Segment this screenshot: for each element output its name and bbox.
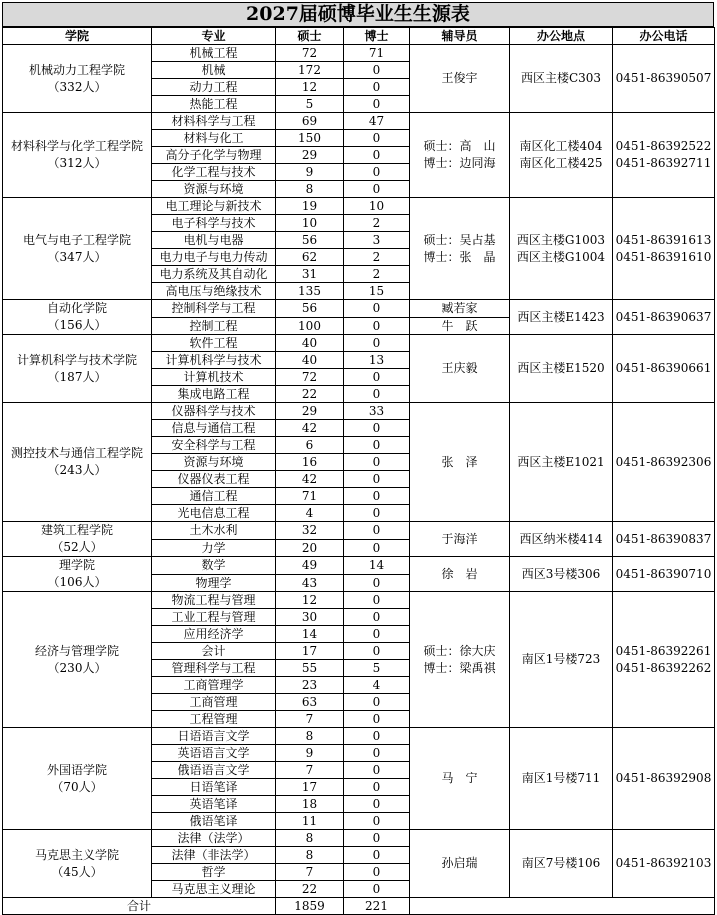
doctor-count: 0	[344, 505, 410, 522]
office-phone: 0451-86392522	[615, 139, 712, 153]
doctor-count: 71	[344, 45, 410, 62]
doctor-count: 0	[344, 317, 410, 335]
office-location: 南区7号楼106	[521, 856, 601, 870]
counselor-name: 王庆毅	[441, 361, 478, 375]
office-phone: 0451-86390710	[615, 566, 712, 581]
master-count: 22	[276, 881, 344, 898]
office-cell	[510, 335, 613, 403]
college-count: （230人）	[47, 660, 107, 675]
master-count: 22	[276, 386, 344, 403]
table-row	[3, 45, 715, 62]
doctor-count: 0	[344, 335, 410, 352]
major-name: 安全科学与工程	[152, 437, 276, 454]
college-count: （106人）	[47, 575, 107, 589]
office-phone: 0451-86391610	[615, 249, 712, 264]
master-count: 20	[276, 539, 344, 557]
college-name: 马克思主义学院	[34, 847, 119, 862]
major-name: 仪器科学与技术	[152, 403, 276, 420]
master-count: 9	[276, 745, 344, 762]
office-location: 西区纳米楼414	[519, 531, 603, 546]
major-name: 力学	[152, 539, 276, 557]
counselor-cell	[410, 728, 510, 830]
table-row	[3, 403, 715, 420]
master-count: 6	[276, 437, 344, 454]
master-count: 29	[276, 147, 344, 164]
doctor-count: 2	[344, 249, 410, 266]
doctor-count: 0	[344, 643, 410, 660]
counselor-name: 博士：边同海	[423, 156, 496, 170]
college-count: （70人）	[51, 779, 103, 794]
master-count: 69	[276, 113, 344, 130]
college-cell	[3, 728, 152, 830]
doctor-count: 33	[344, 403, 410, 420]
doctor-count: 0	[344, 694, 410, 711]
doctor-count: 3	[344, 232, 410, 249]
master-count: 17	[276, 779, 344, 796]
major-name: 机械	[152, 62, 276, 79]
master-count: 32	[276, 522, 344, 540]
master-count: 56	[276, 232, 344, 249]
college-name: 计算机科学与技术学院	[16, 352, 137, 367]
college-cell	[3, 335, 152, 403]
doctor-count: 10	[344, 198, 410, 215]
college-name: 电气与电子工程学院	[22, 232, 131, 247]
master-count: 49	[276, 557, 344, 575]
doctor-count: 0	[344, 574, 410, 592]
counselor-cell	[410, 335, 510, 403]
doctor-count: 2	[344, 215, 410, 232]
master-count: 8	[276, 728, 344, 745]
major-name: 马克思主义理论	[152, 881, 276, 898]
master-count: 135	[276, 283, 344, 300]
major-name: 管理科学与工程	[152, 660, 276, 677]
phone-cell	[613, 557, 715, 592]
doctor-count: 0	[344, 420, 410, 437]
major-name: 会计	[152, 643, 276, 660]
major-name: 化学工程与技术	[152, 164, 276, 181]
major-name: 高分子化学与物理	[152, 147, 276, 164]
master-count: 9	[276, 164, 344, 181]
doctor-count: 0	[344, 881, 410, 898]
master-count: 56	[276, 300, 344, 318]
major-name: 英语笔译	[152, 796, 276, 813]
college-cell	[3, 403, 152, 522]
office-phone: 0451-86392711	[615, 156, 712, 170]
doctor-count: 0	[344, 454, 410, 471]
major-name: 俄语语言文学	[152, 762, 276, 779]
major-name: 日语笔译	[152, 779, 276, 796]
office-phone: 0451-86392103	[615, 856, 712, 870]
master-count: 17	[276, 643, 344, 660]
office-cell	[510, 557, 613, 592]
master-count: 11	[276, 813, 344, 830]
doctor-count: 0	[344, 488, 410, 505]
table-body	[3, 45, 715, 898]
doctor-count: 0	[344, 300, 410, 318]
master-count: 100	[276, 317, 344, 335]
major-name: 材料与化工	[152, 130, 276, 147]
major-name: 高电压与绝缘技术	[152, 283, 276, 300]
phone-cell	[613, 335, 715, 403]
college-name: 建筑工程学院	[40, 523, 113, 537]
office-cell	[510, 592, 613, 728]
doctor-count: 0	[344, 539, 410, 557]
doctor-count: 0	[344, 864, 410, 881]
major-name: 材料科学与工程	[152, 113, 276, 130]
phone-cell	[613, 113, 715, 198]
counselor-cell	[410, 403, 510, 522]
doctor-count: 15	[344, 283, 410, 300]
doctor-count: 0	[344, 437, 410, 454]
master-count: 72	[276, 369, 344, 386]
counselor-name: 孙启瑞	[441, 856, 478, 870]
doctor-count: 0	[344, 147, 410, 164]
header-row	[3, 28, 715, 45]
doctor-count: 0	[344, 79, 410, 96]
office-cell	[510, 522, 613, 557]
counselor-cell	[410, 557, 510, 592]
master-count: 8	[276, 830, 344, 847]
doctor-count: 0	[344, 164, 410, 181]
major-name: 物流工程与管理	[152, 592, 276, 609]
major-name: 电力电子与电力传动	[152, 249, 276, 266]
master-count: 5	[276, 96, 344, 113]
office-location: 南区1号楼711	[521, 771, 601, 785]
counselor-name: 张 泽	[441, 454, 478, 469]
table-row	[3, 113, 715, 130]
master-count: 40	[276, 335, 344, 352]
doctor-count: 47	[344, 113, 410, 130]
table-row	[3, 728, 715, 745]
doctor-count: 0	[344, 779, 410, 796]
master-count: 12	[276, 79, 344, 96]
master-count: 14	[276, 626, 344, 643]
office-phone: 0451-86391613	[615, 232, 712, 247]
table-row	[3, 830, 715, 847]
major-name: 土木水利	[152, 522, 276, 540]
college-cell	[3, 300, 152, 335]
total-master: 1859	[276, 898, 344, 915]
office-location: 南区化工楼404	[519, 139, 603, 153]
table-row	[3, 522, 715, 540]
master-count: 42	[276, 471, 344, 488]
major-name: 哲学	[152, 864, 276, 881]
office-location: 南区1号楼723	[521, 652, 601, 666]
office-cell	[510, 403, 613, 522]
master-count: 29	[276, 403, 344, 420]
phone-cell	[613, 45, 715, 113]
counselor-cell	[410, 198, 510, 300]
doctor-count: 0	[344, 181, 410, 198]
office-location: 西区主楼G1004	[516, 249, 606, 264]
doctor-count: 0	[344, 762, 410, 779]
counselor-name: 马 宁	[441, 771, 478, 785]
office-phone: 0451-86392306	[615, 454, 712, 469]
doctor-count: 2	[344, 266, 410, 283]
master-count: 62	[276, 249, 344, 266]
phone-cell	[613, 830, 715, 898]
doctor-count: 0	[344, 130, 410, 147]
major-name: 资源与环境	[152, 454, 276, 471]
major-name: 仪器仪表工程	[152, 471, 276, 488]
master-count: 4	[276, 505, 344, 522]
college-cell	[3, 592, 152, 728]
major-name: 数学	[152, 557, 276, 575]
major-name: 控制科学与工程	[152, 300, 276, 318]
doctor-count: 0	[344, 813, 410, 830]
major-name: 电工理论与新技术	[152, 198, 276, 215]
college-count: （312人）	[47, 156, 107, 170]
counselor-cell	[410, 592, 510, 728]
major-name: 集成电路工程	[152, 386, 276, 403]
office-location: 南区化工楼425	[519, 156, 603, 170]
major-name: 法律（法学）	[152, 830, 276, 847]
office-cell	[510, 300, 613, 335]
office-location: 西区主楼E1021	[517, 454, 605, 469]
master-count: 31	[276, 266, 344, 283]
counselor-name: 于海洋	[441, 531, 478, 546]
doctor-count: 0	[344, 711, 410, 728]
office-cell	[510, 198, 613, 300]
master-count: 55	[276, 660, 344, 677]
master-count: 10	[276, 215, 344, 232]
counselor-cell	[410, 522, 510, 557]
doctor-count: 0	[344, 369, 410, 386]
office-cell	[510, 45, 613, 113]
phone-cell	[613, 403, 715, 522]
office-location: 西区3号楼306	[521, 566, 601, 581]
table-row	[3, 335, 715, 352]
master-count: 8	[276, 181, 344, 198]
doctor-count: 0	[344, 609, 410, 626]
doctor-count: 0	[344, 847, 410, 864]
college-cell	[3, 198, 152, 300]
counselor-cell	[410, 45, 510, 113]
doctor-count: 0	[344, 830, 410, 847]
counselor-name: 硕士：徐大庆	[423, 643, 496, 658]
major-name: 物理学	[152, 574, 276, 592]
office-location: 西区主楼E1520	[517, 361, 605, 375]
college-cell	[3, 45, 152, 113]
office-phone: 0451-86390661	[615, 361, 712, 375]
header-phone: 办公电话	[613, 28, 715, 45]
master-count: 72	[276, 45, 344, 62]
phone-cell	[613, 592, 715, 728]
table-row	[3, 557, 715, 575]
master-count: 42	[276, 420, 344, 437]
master-count: 150	[276, 130, 344, 147]
major-name: 工业工程与管理	[152, 609, 276, 626]
major-name: 通信工程	[152, 488, 276, 505]
master-count: 7	[276, 762, 344, 779]
counselor-cell: 牛 跃	[410, 317, 510, 335]
doctor-count: 0	[344, 626, 410, 643]
header-college: 学院	[3, 28, 152, 45]
office-phone: 0451-86392262	[615, 660, 712, 675]
major-name: 日语语言文学	[152, 728, 276, 745]
counselor-cell	[410, 830, 510, 898]
table-row	[3, 300, 715, 318]
header-counselor: 辅导员	[410, 28, 510, 45]
doctor-count: 0	[344, 745, 410, 762]
master-count: 19	[276, 198, 344, 215]
office-location: 西区主楼E1423	[517, 309, 605, 324]
college-count: （332人）	[47, 79, 107, 94]
college-cell	[3, 830, 152, 898]
office-phone: 0451-86392908	[615, 771, 712, 785]
header-doctor: 博士	[344, 28, 410, 45]
master-count: 172	[276, 62, 344, 79]
master-count: 8	[276, 847, 344, 864]
counselor-name: 硕士：吴占基	[423, 232, 496, 247]
counselor-name: 徐 岩	[441, 566, 478, 581]
college-name: 经济与管理学院	[34, 643, 119, 658]
college-cell	[3, 557, 152, 592]
doctor-count: 0	[344, 386, 410, 403]
phone-cell	[613, 198, 715, 300]
header-office: 办公地点	[510, 28, 613, 45]
major-name: 工商管理学	[152, 677, 276, 694]
college-count: （156人）	[47, 318, 107, 332]
major-name: 信息与通信工程	[152, 420, 276, 437]
college-count: （347人）	[47, 249, 107, 264]
master-count: 23	[276, 677, 344, 694]
doctor-count: 0	[344, 592, 410, 609]
doctor-count: 14	[344, 557, 410, 575]
total-label: 合计	[3, 898, 276, 915]
master-count: 43	[276, 574, 344, 592]
major-name: 电力系统及其自动化	[152, 266, 276, 283]
major-name: 应用经济学	[152, 626, 276, 643]
office-phone: 0451-86390837	[615, 531, 712, 546]
doctor-count: 13	[344, 352, 410, 369]
phone-cell	[613, 300, 715, 335]
doctor-count: 5	[344, 660, 410, 677]
college-cell	[3, 113, 152, 198]
counselor-name: 硕士：高 山	[423, 139, 496, 153]
major-name: 软件工程	[152, 335, 276, 352]
table-row	[3, 198, 715, 215]
college-name: 外国语学院	[46, 762, 107, 777]
table-title: 2027届硕博毕业生生源表	[2, 2, 714, 27]
major-name: 电机与电器	[152, 232, 276, 249]
office-phone: 0451-86390637	[615, 309, 712, 324]
college-count: （52人）	[51, 540, 103, 554]
college-count: （187人）	[47, 369, 107, 384]
major-name: 机械工程	[152, 45, 276, 62]
college-name: 自动化学院	[46, 301, 107, 315]
doctor-count: 0	[344, 471, 410, 488]
phone-cell	[613, 728, 715, 830]
major-name: 英语语言文学	[152, 745, 276, 762]
master-count: 7	[276, 864, 344, 881]
master-count: 40	[276, 352, 344, 369]
major-name: 计算机技术	[152, 369, 276, 386]
counselor-name: 博士：梁禹祺	[423, 660, 496, 675]
master-count: 71	[276, 488, 344, 505]
major-name: 电子科学与技术	[152, 215, 276, 232]
doctor-count: 4	[344, 677, 410, 694]
college-count: （45人）	[51, 864, 103, 879]
master-count: 12	[276, 592, 344, 609]
major-name: 工程管理	[152, 711, 276, 728]
counselor-name: 王俊宇	[441, 71, 478, 85]
total-doctor: 221	[344, 898, 410, 915]
major-name: 热能工程	[152, 96, 276, 113]
graduate-source-table	[2, 27, 715, 915]
table-row	[3, 592, 715, 609]
college-count: （243人）	[47, 463, 107, 477]
college-name: 材料科学与化学工程学院	[10, 139, 143, 153]
counselor-cell	[410, 113, 510, 198]
major-name: 计算机科学与技术	[152, 352, 276, 369]
office-phone: 0451-86392261	[615, 643, 712, 658]
master-count: 16	[276, 454, 344, 471]
college-name: 机械动力工程学院	[28, 62, 125, 77]
phone-cell	[613, 522, 715, 557]
doctor-count: 0	[344, 62, 410, 79]
doctor-count: 0	[344, 796, 410, 813]
major-name: 俄语笔译	[152, 813, 276, 830]
college-name: 理学院	[58, 558, 95, 572]
doctor-count: 0	[344, 522, 410, 540]
major-name: 工商管理	[152, 694, 276, 711]
master-count: 63	[276, 694, 344, 711]
master-count: 18	[276, 796, 344, 813]
major-name: 动力工程	[152, 79, 276, 96]
major-name: 法律（非法学）	[152, 847, 276, 864]
office-location: 西区主楼C303	[520, 71, 602, 85]
doctor-count: 0	[344, 728, 410, 745]
college-name: 测控技术与通信工程学院	[10, 446, 143, 460]
doctor-count: 0	[344, 96, 410, 113]
counselor-name: 博士：张 晶	[423, 249, 496, 264]
office-cell	[510, 830, 613, 898]
header-major: 专业	[152, 28, 276, 45]
office-cell	[510, 113, 613, 198]
major-name: 资源与环境	[152, 181, 276, 198]
master-count: 30	[276, 609, 344, 626]
office-location: 西区主楼G1003	[516, 232, 606, 247]
major-name: 光电信息工程	[152, 505, 276, 522]
college-cell	[3, 522, 152, 557]
counselor-cell: 臧若家	[410, 300, 510, 318]
master-count: 7	[276, 711, 344, 728]
office-cell	[510, 728, 613, 830]
header-master: 硕士	[276, 28, 344, 45]
office-phone: 0451-86390507	[615, 71, 712, 85]
major-name: 控制工程	[152, 317, 276, 335]
